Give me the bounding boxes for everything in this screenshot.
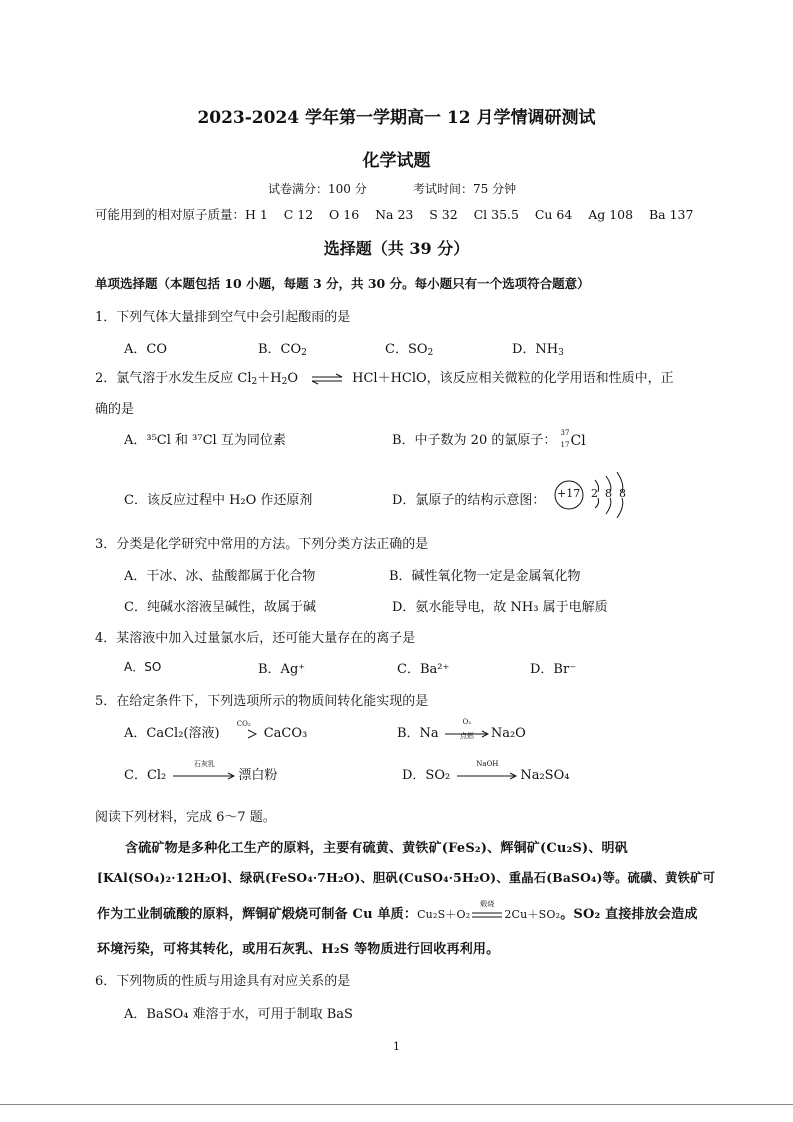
- q5-option-c: C．Cl₂ 石灰乳 漂白粉: [124, 759, 278, 783]
- reaction-arrow: O₂ 点燃: [445, 728, 489, 740]
- q2-stem-line2: 确的是: [95, 402, 135, 417]
- chlorine-structure-diagram: [553, 472, 633, 520]
- q2-option-d: D．氯原子的结构示意图：: [392, 493, 546, 508]
- q1-option-c: C．$SO_2$: [385, 342, 434, 358]
- reading-line-1: 含硫矿物是多种化工生产的原料，主要有硫黄、黄铁矿(FeS₂)、辉铜矿(Cu₂S)、明矾: [125, 841, 628, 856]
- section-title: 选择题（共 39 分）: [323, 239, 470, 258]
- exam-time: 考试时间：75 分钟: [413, 182, 517, 196]
- q5-option-d: D．SO₂ NaOH Na₂SO₄: [402, 759, 570, 783]
- q2-option-c: C．该反应过程中 H₂O 作还原剂: [124, 493, 313, 508]
- right-arrow-icon: [226, 728, 262, 740]
- reaction-arrow: NaOH: [457, 770, 517, 782]
- reading-line-4: 环境污染，可将其转化，或用石灰乳、H₂S 等物质进行回收再利用。: [97, 942, 500, 957]
- electron-shells: 2 8 8: [591, 487, 626, 500]
- q4-option-b: B．Ag⁺: [258, 662, 306, 677]
- page-bottom-divider: [0, 1104, 793, 1105]
- q1-option-a: A．CO: [124, 342, 167, 357]
- section-instruction: 单项选择题（本题包括 10 小题，每题 3 分，共 30 分。每小题只有一个选项符合题意）: [95, 276, 590, 291]
- nucleus-charge: +17: [557, 487, 581, 500]
- reading-line-3: 作为工业制硫酸的原料，辉铜矿煅烧可制备 Cu 单质：Cu₂S＋O₂ 煅烧 2Cu＋SO₂。SO₂ 直接排放会造成: [97, 900, 698, 922]
- exam-title: 2023-2024 学年第一学期高一 12 月学情调研测试: [197, 108, 596, 128]
- q2-stem: 2．氯气溶于水发生反应 $Cl_2+H_2O$ HCl＋HClO，该反应相关微粒的化学用语和性质中，正: [95, 371, 674, 387]
- q3-option-c: C．纯碱水溶液呈碱性，故属于碱: [124, 600, 316, 615]
- roasting-equation: Cu₂S＋O₂ 煅烧 2Cu＋SO₂: [417, 900, 561, 921]
- equals-arrow-icon: [472, 909, 502, 921]
- q4-stem: 4．某溶液中加入过量氯水后，还可能大量存在的离子是: [95, 631, 416, 646]
- q5-option-b: B．Na O₂ 点燃 Na₂O: [397, 717, 526, 741]
- right-arrow-icon: [173, 770, 235, 782]
- q3-option-a: A．干冰、冰、盐酸都属于化合物: [124, 569, 316, 584]
- q3-option-d: D．氨水能导电，故 NH₃ 属于电解质: [392, 600, 608, 615]
- q5-stem: 5．在给定条件下，下列选项所示的物质间转化能实现的是: [95, 694, 429, 709]
- atomic-masses: 可能用到的相对原子质量：H 1 C 12 O 16 Na 23 S 32 Cl 35.5 Cu 64 Ag 108 Ba 137: [95, 207, 694, 222]
- q2-option-a: A．³⁵Cl 和 ³⁷Cl 互为同位素: [124, 433, 286, 448]
- q4-option-a: A．SO: [124, 660, 162, 674]
- q6-option-a: A．BaSO₄ 难溶于水，可用于制取 BaS: [124, 1007, 353, 1022]
- equilibrium-arrow-icon: [310, 373, 344, 385]
- q1-option-d: D．$NH_3$: [512, 342, 564, 358]
- q4-option-d: D．Br⁻: [530, 662, 577, 677]
- full-score: 试卷满分：100 分: [268, 182, 367, 196]
- q3-option-b: B．碱性氧化物一定是金属氧化物: [389, 569, 581, 584]
- q4-option-c: C．Ba²⁺: [397, 662, 450, 677]
- q3-stem: 3．分类是化学研究中常用的方法。下列分类方法正确的是: [95, 537, 429, 552]
- chlorine-nuclide: 37 17 Cl: [560, 428, 586, 449]
- q5-option-a: A．CaCl₂(溶液) CO₂ CaCO₃: [124, 719, 308, 741]
- reading-line-2: [KAl(SO₄)₂·12H₂O]、绿矾(FeSO₄·7H₂O)、胆矾(CuSO₄·5H₂O)、重晶石(BaSO₄)等。硫磺、黄铁矿可: [97, 870, 716, 885]
- q2-option-b: B．中子数为 20 的氯原子： 37 17 Cl: [392, 428, 586, 449]
- reaction-arrow: 石灰乳: [173, 770, 235, 782]
- q6-stem: 6．下列物质的性质与用途具有对应关系的是: [95, 974, 351, 989]
- page-number: 1: [393, 1040, 400, 1053]
- q1-stem: 1．下列气体大量排到空气中会引起酸雨的是: [95, 310, 351, 325]
- subject-title: 化学试题: [362, 151, 431, 171]
- reaction-arrow: CO₂: [226, 728, 262, 740]
- q1-option-b: B．$CO_2$: [258, 342, 307, 358]
- reading-intro: 阅读下列材料，完成 6～7 题。: [95, 810, 276, 825]
- right-arrow-icon: [457, 770, 517, 782]
